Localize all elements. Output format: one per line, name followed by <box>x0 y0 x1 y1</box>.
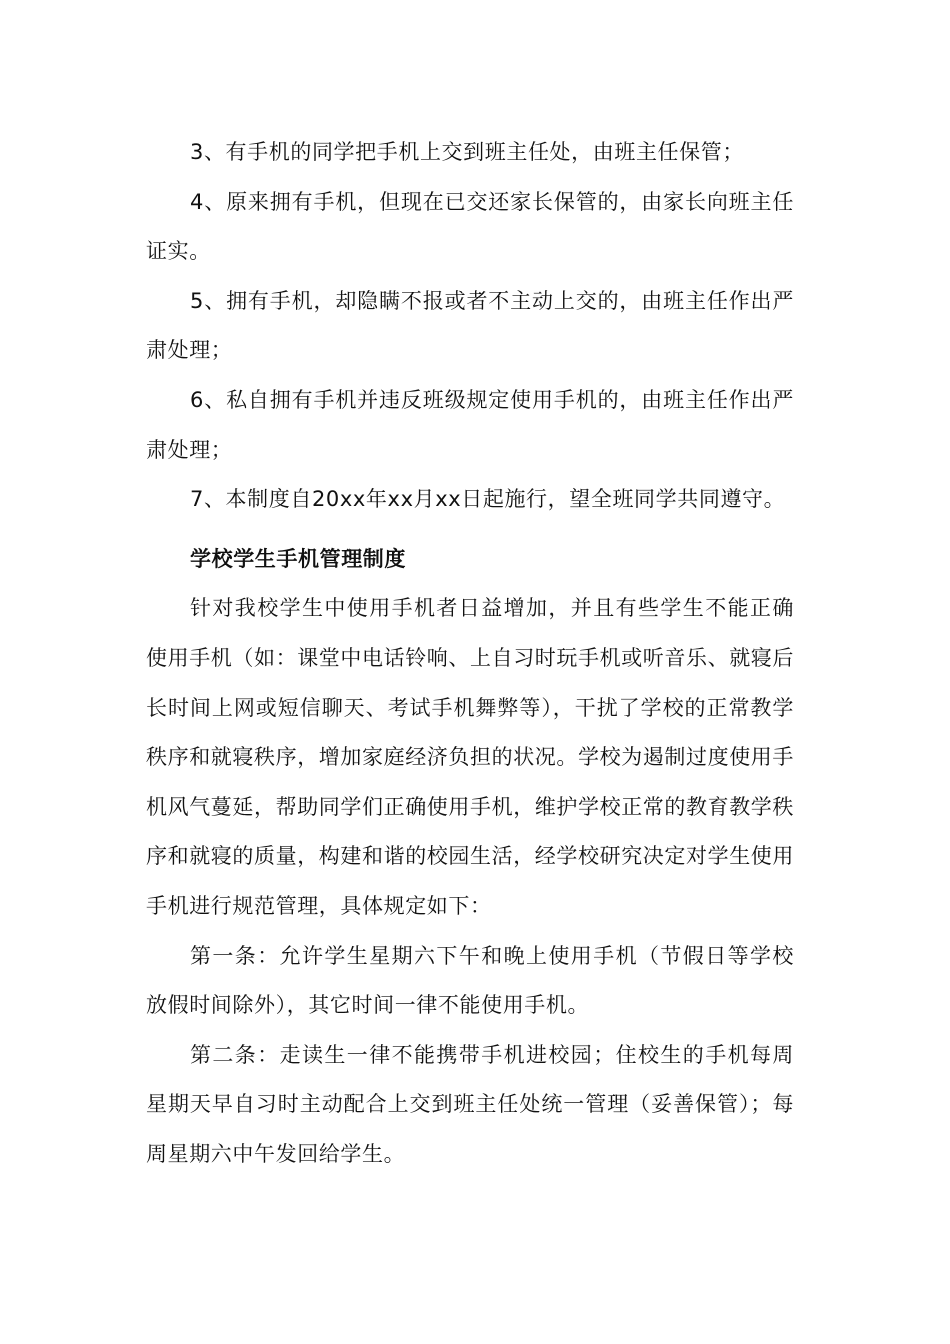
section-title: 学校学生手机管理制度 <box>190 546 406 571</box>
article-2: 第二条：走读生一律不能携带手机进校园；住校生的手机每周星期天早自习时主动配合上交到班主任处统一管理（妥善保管）；每周星期六中午发回给学生。 <box>146 1042 794 1166</box>
rule-item-6: 6、私自拥有手机并违反班级规定使用手机的，由班主任作出严肃处理； <box>146 387 794 462</box>
document-body <box>146 128 794 1179</box>
intro-paragraph: 针对我校学生中使用手机者日益增加，并且有些学生不能正确使用手机（如：课堂中电话铃响、上自习时玩手机或听音乐、就寝后长时间上网或短信聊天、考试手机舞弊等），干扰了学校的正常教学秩序和就寝秩序，增加家庭经济负担的状况。学校为遏制过度使用手机风气蔓延，帮助同学们正确使用手机，维护学校正常的教育教学秩序和就寝的质量，构建和谐的校园生活，经学校研究决定对学生使用手机进行规范管理，具体规定如下： <box>146 596 794 918</box>
rule-item-4: 4、原来拥有手机，但现在已交还家长保管的，由家长向班主任证实。 <box>146 189 794 264</box>
rule-item-5: 5、拥有手机，却隐瞒不报或者不主动上交的，由班主任作出严肃处理； <box>146 288 794 363</box>
article-1: 第一条：允许学生星期六下午和晚上使用手机（节假日等学校放假时间除外），其它时间一律不能使用手机。 <box>146 943 794 1018</box>
rule-item-7: 7、本制度自20xx年xx月xx日起施行，望全班同学共同遵守。 <box>190 487 786 512</box>
section-gap <box>146 525 794 535</box>
rule-item-3: 3、有手机的同学把手机上交到班主任处，由班主任保管； <box>190 140 744 164</box>
